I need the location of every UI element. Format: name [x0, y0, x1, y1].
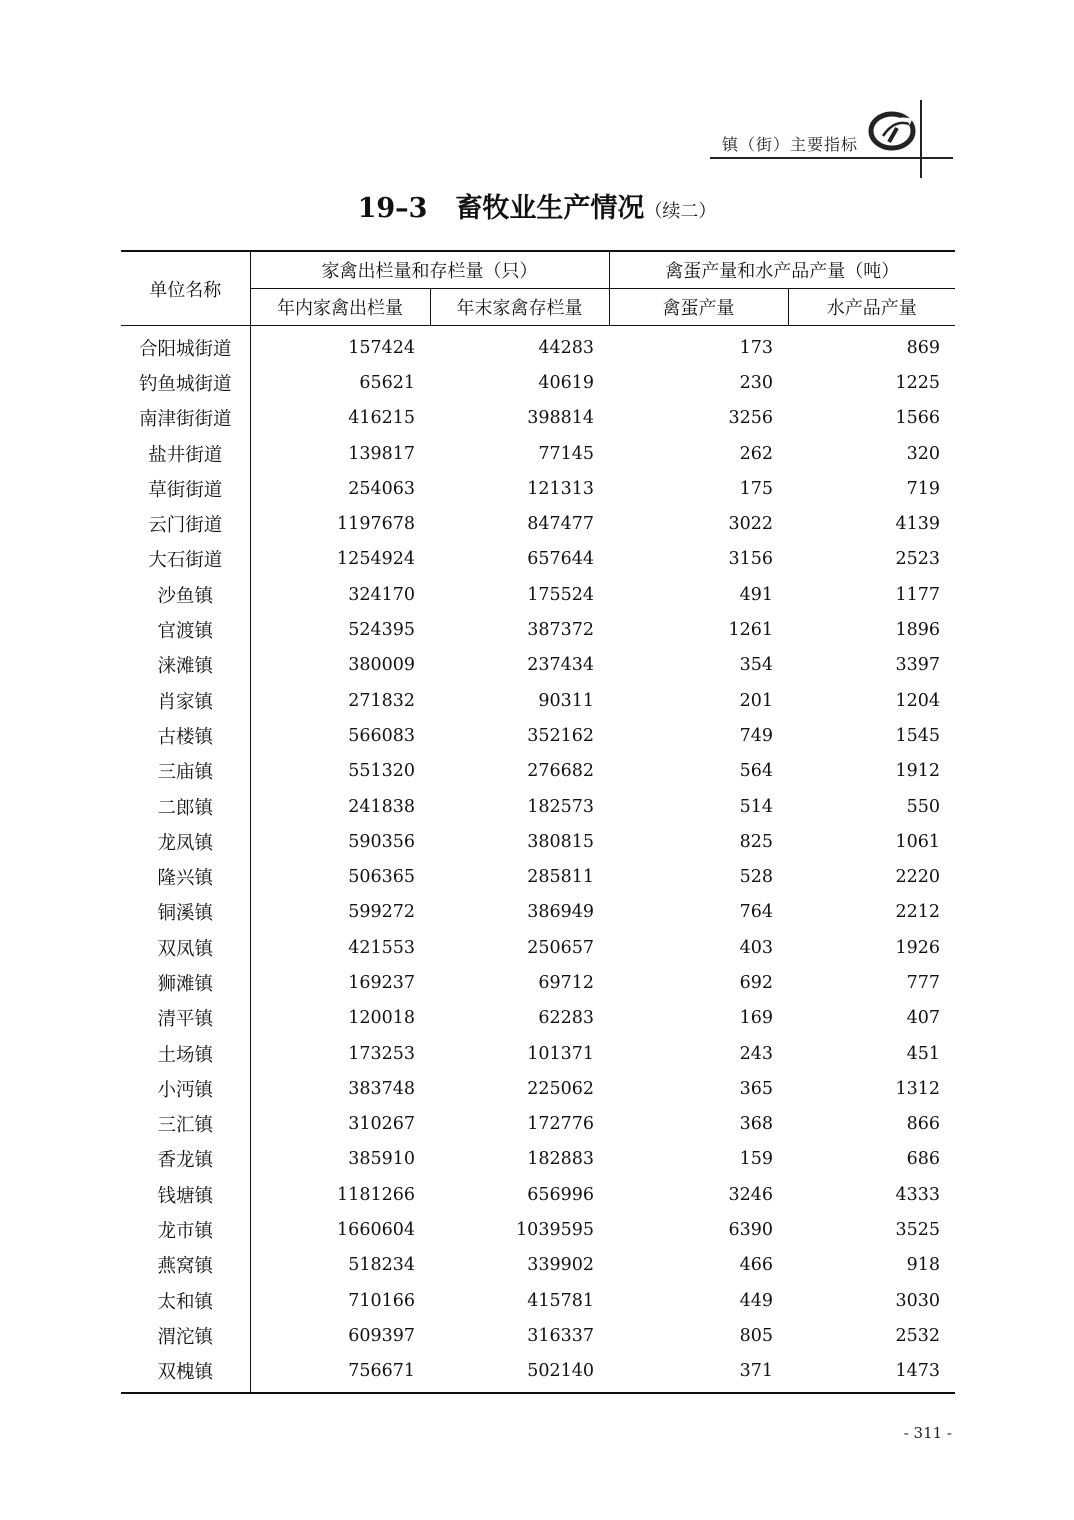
cell-egg-output: 243 [739, 1043, 773, 1064]
cell-poultry-slaughter: 169237 [348, 972, 415, 993]
cell-poultry-stock: 398814 [527, 408, 594, 429]
cell-aquatic-output: 320 [906, 443, 940, 464]
cell-egg-output: 175 [739, 478, 773, 499]
cell-poultry-stock: 1039595 [516, 1220, 594, 1241]
cell-egg-output: 159 [739, 1149, 773, 1170]
header-vertical-rule [920, 100, 922, 178]
cell-poultry-slaughter: 421553 [348, 937, 415, 958]
cell-poultry-slaughter: 1254924 [337, 549, 415, 570]
yearbook-logo-icon [867, 108, 917, 154]
cell-aquatic-output: 918 [906, 1255, 940, 1276]
cell-unit-name: 双凤镇 [121, 930, 250, 965]
cell-unit-name: 香龙镇 [121, 1142, 250, 1177]
header-aquatic-output: 水产品产量 [788, 289, 955, 326]
cell-egg-output: 230 [739, 372, 773, 393]
cell-poultry-stock: 276682 [527, 761, 594, 782]
cell-egg-output: 371 [609, 1354, 788, 1393]
cell-aquatic-output: 1926 [895, 937, 940, 958]
cell-egg-output: 692 [739, 972, 773, 993]
cell-unit-name: 钓鱼城街道 [121, 365, 250, 400]
table-row [121, 365, 955, 400]
cell-unit-name: 铜溪镇 [121, 895, 250, 930]
cell-poultry-slaughter: 173253 [348, 1043, 415, 1064]
cell-aquatic-output: 4333 [895, 1184, 940, 1205]
cell-unit-name: 渭沱镇 [121, 1318, 250, 1353]
cell-poultry-stock: 352162 [527, 725, 594, 746]
cell-egg-output: 528 [739, 867, 773, 888]
table-row [121, 1212, 955, 1247]
cell-unit-name: 沙鱼镇 [121, 577, 250, 612]
cell-poultry-slaughter: 139817 [348, 443, 415, 464]
cell-egg-output: 491 [739, 584, 773, 605]
cell-unit-name: 小沔镇 [121, 1071, 250, 1106]
cell-poultry-slaughter: 380009 [348, 655, 415, 676]
cell-egg-output: 3022 [728, 514, 773, 535]
table-row [121, 471, 955, 506]
table-title: 畜牧业生产情况 [455, 193, 645, 224]
cell-aquatic-output: 1473 [788, 1354, 955, 1393]
cell-aquatic-output: 1912 [895, 761, 940, 782]
livestock-table [121, 250, 955, 1394]
cell-unit-name: 官渡镇 [121, 612, 250, 647]
table-row [121, 1001, 955, 1036]
table-row [121, 930, 955, 965]
cell-unit-name: 大石街道 [121, 542, 250, 577]
cell-aquatic-output: 686 [906, 1149, 940, 1170]
cell-poultry-slaughter: 1660604 [337, 1220, 415, 1241]
cell-aquatic-output: 3525 [895, 1220, 940, 1241]
cell-unit-name: 二郎镇 [121, 789, 250, 824]
cell-aquatic-output: 1312 [895, 1078, 940, 1099]
cell-poultry-slaughter: 551320 [348, 761, 415, 782]
cell-aquatic-output: 719 [906, 478, 940, 499]
header-poultry-slaughter: 年内家禽出栏量 [250, 289, 430, 326]
cell-aquatic-output: 451 [906, 1043, 940, 1064]
table-row [121, 683, 955, 718]
cell-unit-name: 土场镇 [121, 1036, 250, 1071]
cell-poultry-stock: 250657 [527, 937, 594, 958]
cell-unit-name: 隆兴镇 [121, 859, 250, 894]
cell-poultry-slaughter: 756671 [250, 1354, 430, 1393]
table-row [121, 326, 955, 366]
cell-egg-output: 173 [739, 337, 773, 358]
cell-poultry-stock: 237434 [527, 655, 594, 676]
cell-poultry-slaughter: 157424 [348, 337, 415, 358]
cell-unit-name: 涞滩镇 [121, 648, 250, 683]
cell-poultry-stock: 339902 [527, 1255, 594, 1276]
cell-aquatic-output: 1545 [895, 725, 940, 746]
table-row [121, 754, 955, 789]
cell-poultry-stock: 657644 [527, 549, 594, 570]
cell-unit-name: 龙凤镇 [121, 824, 250, 859]
cell-unit-name: 草街街道 [121, 471, 250, 506]
cell-unit-name: 狮滩镇 [121, 965, 250, 1000]
cell-poultry-slaughter: 518234 [348, 1255, 415, 1276]
table-row [121, 1354, 955, 1393]
cell-poultry-slaughter: 590356 [348, 831, 415, 852]
cell-aquatic-output: 2220 [895, 867, 940, 888]
cell-unit-name: 南津街街道 [121, 401, 250, 436]
cell-poultry-slaughter: 324170 [348, 584, 415, 605]
cell-poultry-stock: 62283 [538, 1008, 594, 1029]
cell-poultry-stock: 285811 [527, 867, 594, 888]
cell-egg-output: 805 [739, 1325, 773, 1346]
cell-unit-name: 龙市镇 [121, 1212, 250, 1247]
cell-poultry-slaughter: 1197678 [337, 514, 415, 535]
cell-unit-name: 古楼镇 [121, 718, 250, 753]
cell-poultry-stock: 225062 [527, 1078, 594, 1099]
cell-egg-output: 449 [739, 1290, 773, 1311]
table-row [121, 612, 955, 647]
table-row [121, 401, 955, 436]
cell-poultry-stock: 44283 [538, 337, 594, 358]
cell-poultry-stock: 380815 [527, 831, 594, 852]
cell-unit-name: 三庙镇 [121, 754, 250, 789]
cell-unit-name: 双槐镇 [121, 1354, 250, 1393]
cell-aquatic-output: 1177 [895, 584, 940, 605]
table-row [121, 718, 955, 753]
cell-poultry-slaughter: 254063 [348, 478, 415, 499]
cell-poultry-stock: 182573 [527, 796, 594, 817]
cell-poultry-slaughter: 65621 [359, 372, 415, 393]
cell-poultry-slaughter: 416215 [348, 408, 415, 429]
cell-egg-output: 3256 [728, 408, 773, 429]
cell-poultry-slaughter: 1181266 [337, 1184, 415, 1205]
header-egg-output: 禽蛋产量 [609, 289, 788, 326]
table-row [121, 895, 955, 930]
cell-poultry-stock: 316337 [527, 1325, 594, 1346]
table-row [121, 436, 955, 471]
cell-aquatic-output: 1896 [895, 620, 940, 641]
cell-egg-output: 6390 [728, 1220, 773, 1241]
cell-egg-output: 3156 [728, 549, 773, 570]
table-row [121, 648, 955, 683]
cell-egg-output: 514 [739, 796, 773, 817]
header-group-eggs-aquatic: 禽蛋产量和水产品产量（吨） [609, 251, 955, 289]
cell-unit-name: 肖家镇 [121, 683, 250, 718]
cell-poultry-stock: 386949 [527, 902, 594, 923]
table-row [121, 1177, 955, 1212]
cell-poultry-stock: 415781 [527, 1290, 594, 1311]
cell-poultry-stock: 387372 [527, 620, 594, 641]
cell-egg-output: 1261 [728, 620, 773, 641]
cell-poultry-slaughter: 241838 [348, 796, 415, 817]
cell-egg-output: 354 [739, 655, 773, 676]
table-row [121, 1142, 955, 1177]
cell-poultry-stock: 175524 [527, 584, 594, 605]
table-row [121, 965, 955, 1000]
cell-poultry-slaughter: 310267 [348, 1114, 415, 1135]
title-continuation: （续二） [644, 201, 717, 222]
cell-egg-output: 201 [739, 690, 773, 711]
cell-egg-output: 262 [739, 443, 773, 464]
cell-aquatic-output: 2532 [895, 1325, 940, 1346]
header-horizontal-rule [710, 157, 953, 159]
cell-unit-name: 云门街道 [121, 506, 250, 541]
table-row [121, 506, 955, 541]
cell-poultry-slaughter: 599272 [348, 902, 415, 923]
cell-egg-output: 368 [739, 1114, 773, 1135]
table-row [121, 789, 955, 824]
cell-poultry-stock: 182883 [527, 1149, 594, 1170]
cell-egg-output: 749 [739, 725, 773, 746]
cell-aquatic-output: 777 [906, 972, 940, 993]
cell-aquatic-output: 3397 [895, 655, 940, 676]
table-row [121, 1283, 955, 1318]
cell-unit-name: 燕窝镇 [121, 1248, 250, 1283]
header-poultry-stock: 年末家禽存栏量 [430, 289, 609, 326]
table-row [121, 1107, 955, 1142]
cell-poultry-slaughter: 385910 [348, 1149, 415, 1170]
cell-aquatic-output: 1061 [895, 831, 940, 852]
cell-egg-output: 403 [739, 937, 773, 958]
cell-aquatic-output: 3030 [895, 1290, 940, 1311]
table-row [121, 542, 955, 577]
cell-poultry-stock: 502140 [430, 1354, 609, 1393]
cell-poultry-stock: 656996 [527, 1184, 594, 1205]
cell-aquatic-output: 2523 [895, 549, 940, 570]
cell-poultry-slaughter: 566083 [348, 725, 415, 746]
table-row [121, 577, 955, 612]
cell-poultry-slaughter: 383748 [348, 1078, 415, 1099]
cell-aquatic-output: 407 [906, 1008, 940, 1029]
table-row [121, 1071, 955, 1106]
page-title [0, 186, 1074, 225]
page-number: - 311 - [903, 1424, 952, 1442]
cell-poultry-slaughter: 609397 [348, 1325, 415, 1346]
cell-aquatic-output: 1225 [895, 372, 940, 393]
header-group-poultry: 家禽出栏量和存栏量（只） [250, 251, 609, 289]
cell-poultry-slaughter: 271832 [348, 690, 415, 711]
cell-unit-name: 合阳城街道 [121, 326, 250, 366]
cell-poultry-stock: 847477 [527, 514, 594, 535]
cell-poultry-stock: 90311 [538, 690, 594, 711]
cell-unit-name: 三汇镇 [121, 1107, 250, 1142]
table-row [121, 1036, 955, 1071]
cell-aquatic-output: 1204 [895, 690, 940, 711]
table-row [121, 1318, 955, 1353]
header-unit-name: 单位名称 [121, 251, 250, 326]
cell-poultry-stock: 172776 [527, 1114, 594, 1135]
table-number: 19–3 [357, 193, 428, 224]
cell-egg-output: 3246 [728, 1184, 773, 1205]
cell-egg-output: 365 [739, 1078, 773, 1099]
cell-poultry-slaughter: 524395 [348, 620, 415, 641]
table-row [121, 1248, 955, 1283]
cell-egg-output: 825 [739, 831, 773, 852]
cell-poultry-stock: 121313 [527, 478, 594, 499]
cell-poultry-stock: 69712 [538, 972, 594, 993]
section-label: 镇（街）主要指标 [722, 135, 859, 154]
cell-poultry-stock: 77145 [538, 443, 594, 464]
cell-poultry-stock: 101371 [527, 1043, 594, 1064]
cell-aquatic-output: 866 [906, 1114, 940, 1135]
cell-aquatic-output: 2212 [895, 902, 940, 923]
cell-poultry-slaughter: 506365 [348, 867, 415, 888]
section-header [710, 100, 955, 180]
cell-egg-output: 764 [739, 902, 773, 923]
cell-unit-name: 清平镇 [121, 1001, 250, 1036]
cell-unit-name: 太和镇 [121, 1283, 250, 1318]
cell-egg-output: 564 [739, 761, 773, 782]
cell-unit-name: 钱塘镇 [121, 1177, 250, 1212]
cell-aquatic-output: 869 [906, 337, 940, 358]
table-row [121, 859, 955, 894]
cell-aquatic-output: 4139 [895, 514, 940, 535]
cell-aquatic-output: 1566 [895, 408, 940, 429]
cell-unit-name: 盐井街道 [121, 436, 250, 471]
table-row [121, 824, 955, 859]
cell-egg-output: 466 [739, 1255, 773, 1276]
cell-poultry-slaughter: 710166 [348, 1290, 415, 1311]
cell-egg-output: 169 [739, 1008, 773, 1029]
cell-poultry-slaughter: 120018 [348, 1008, 415, 1029]
cell-poultry-stock: 40619 [538, 372, 594, 393]
cell-aquatic-output: 550 [906, 796, 940, 817]
